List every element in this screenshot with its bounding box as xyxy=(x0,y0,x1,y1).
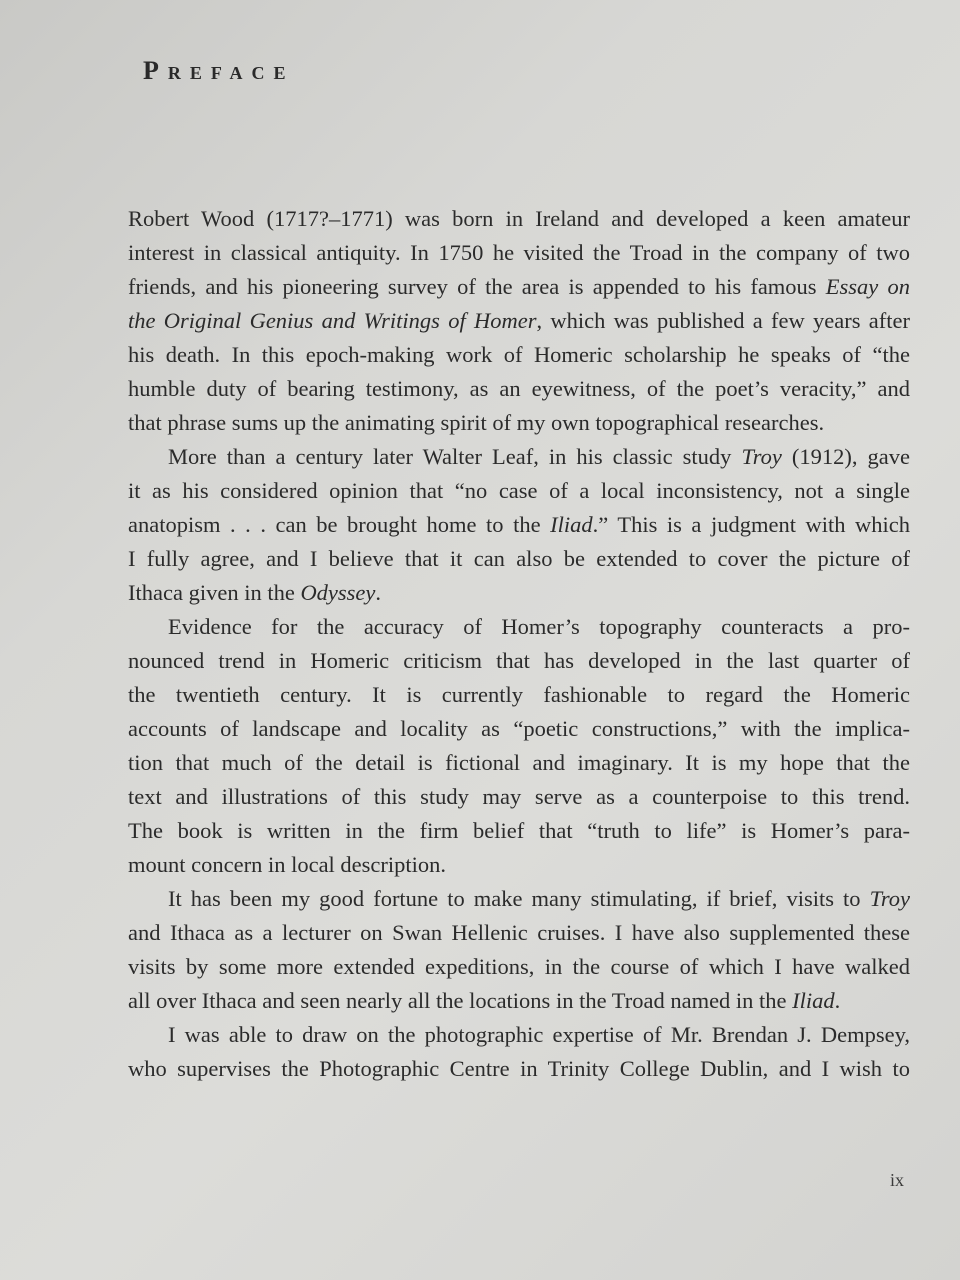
text-line: Ithaca given in the Odyssey. xyxy=(128,580,382,605)
text-line: The book is written in the firm belief that “truth to life” is Homer’s para- xyxy=(128,818,910,843)
text-line: anatopism . . . can be brought home to the Iliad.” This is a judgment with which xyxy=(128,512,910,537)
paragraph-5 xyxy=(128,1018,910,1086)
text-line: visits by some more extended expeditions, in the course of which I have walked xyxy=(128,954,910,979)
text-line: text and illustrations of this study may serve as a counterpoise to this trend. xyxy=(128,784,910,809)
body-text xyxy=(128,202,910,1086)
text-line: humble duty of bearing testimony, as an eyewitness, of the poet’s veracity,” and xyxy=(128,376,910,401)
text-line: who supervises the Photographic Centre in Trinity College Dublin, and I wish to xyxy=(128,1056,910,1081)
paragraph-2 xyxy=(128,440,910,610)
text-line: his death. In this epoch-making work of Homeric scholarship he speaks of “the xyxy=(128,342,910,367)
text-line: More than a century later Walter Leaf, in his classic study Troy (1912), gave xyxy=(168,444,910,469)
text-line: all over Ithaca and seen nearly all the locations in the Troad named in the Iliad. xyxy=(128,988,841,1013)
paragraph-3 xyxy=(128,610,910,882)
paragraph-1 xyxy=(128,202,910,440)
text-line: nounced trend in Homeric criticism that has developed in the last quarter of xyxy=(128,648,910,673)
text-line: tion that much of the detail is fictional and imaginary. It is my hope that the xyxy=(128,750,910,775)
text-line: and Ithaca as a lecturer on Swan Hellenic cruises. I have also supplemented these xyxy=(128,920,910,945)
text-line: the Original Genius and Writings of Homer, which was published a few years after xyxy=(128,308,910,333)
text-line: It has been my good fortune to make many stimulating, if brief, visits to Troy xyxy=(168,886,910,911)
text-line: I fully agree, and I believe that it can also be extended to cover the picture of xyxy=(128,546,910,571)
text-line: that phrase sums up the animating spirit of my own topographical researches. xyxy=(128,410,825,435)
text-line: I was able to draw on the photographic expertise of Mr. Brendan J. Dempsey, xyxy=(168,1022,910,1047)
text-line: Robert Wood (1717?–1771) was born in Ireland and developed a keen amateur xyxy=(128,206,910,231)
text-line: friends, and his pioneering survey of the area is appended to his famous Essay on xyxy=(128,274,910,299)
text-line: it as his considered opinion that “no case of a local inconsistency, not a single xyxy=(128,478,910,503)
text-line: the twentieth century. It is currently fashionable to regard the Homeric xyxy=(128,682,910,707)
paragraph-4 xyxy=(128,882,910,1018)
text-line: accounts of landscape and locality as “poetic constructions,” with the implica- xyxy=(128,716,910,741)
text-line: interest in classical antiquity. In 1750 he visited the Troad in the company of two xyxy=(128,240,910,265)
text-line: Evidence for the accuracy of Homer’s topography counteracts a pro- xyxy=(168,614,910,639)
page-number: ix xyxy=(890,1170,905,1190)
page-heading: Preface xyxy=(143,56,295,85)
text-line: mount concern in local description. xyxy=(128,852,447,877)
